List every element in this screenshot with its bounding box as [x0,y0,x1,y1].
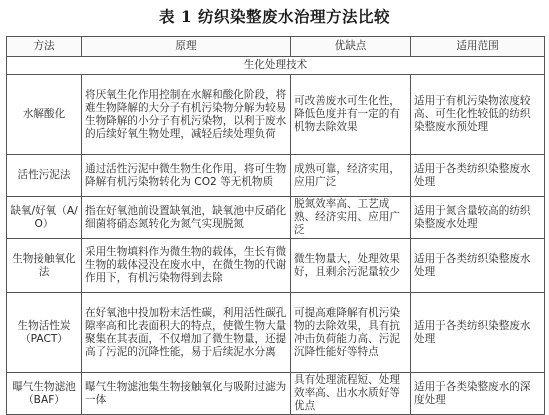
section-row [7,57,545,75]
header-pros-cons: 优缺点 [291,37,411,57]
scope-cell: 适用于有机污染物浓度较高、可生化性较低的纺织染整废水预处理 [411,75,545,155]
principle-cell: 在好氧池中投加粉末活性碳，利用活性碳孔隙率高和比表面积大的特点，使微生物大量聚集在其表面，不仅增加了微生物量，还提高了污泥的沉降性能，易于后续泥水分离 [82,293,291,373]
comparison-table [6,36,545,415]
table-row [7,293,545,373]
principle-cell: 通过活性污泥中微生物生化作用，将可生物降解有机污染物转化为 CO2 等无机物质 [82,155,291,197]
method-cell: 生物活性炭（PACT） [7,293,82,373]
table-row [7,239,545,293]
section-label: 生化处理技术 [7,57,545,75]
scope-cell: 适用于各类纺织染整废水处理 [411,155,545,197]
header-scope: 适用范围 [411,37,545,57]
scope-cell: 适用于各类纺织染整废水处理 [411,293,545,373]
table-row [7,75,545,155]
method-cell: 活性污泥法 [7,155,82,197]
scope-cell: 适用于各类染整废水的深度处理 [411,373,545,415]
method-cell: 生物接触氧化法 [7,239,82,293]
table-row [7,373,545,415]
scope-cell: 适用于氮含量较高的纺织染整废水处理 [411,197,545,239]
pros-cons-cell: 可提高难降解有机污染物的去除效果，具有抗冲击负荷能力高、污泥沉降性能好等特点 [291,293,411,373]
principle-cell: 采用生物填料作为微生物的载体，生长有微生物的载体浸没在废水中，在微生物的代谢作用下，有机污染物得到去除 [82,239,291,293]
table-row [7,197,545,239]
method-cell: 曝气生物滤池（BAF） [7,373,82,415]
header-method: 方法 [7,37,82,57]
pros-cons-cell: 脱氮效率高、工艺成熟、经济实用、应用广泛 [291,197,411,239]
principle-cell: 将厌氧生化作用控制在水解和酸化阶段，将难生物降解的大分子有机污染物分解为较易生物降解的小分子有机污染物，以利于废水的后续好氧生物处理，减轻后续处理负荷 [82,75,291,155]
principle-cell: 曝气生物滤池集生物接触氧化与吸附过滤为一体 [82,373,291,415]
method-cell: 水解酸化 [7,75,82,155]
pros-cons-cell: 具有处理流程短、处理效率高、出水水质好等优点 [291,373,411,415]
pros-cons-cell: 可改善废水可生化性，降低色度并有一定的有机物去除效果 [291,75,411,155]
pros-cons-cell: 成熟可靠，经济实用，应用广泛 [291,155,411,197]
table-title: 表 1 纺织染整废水治理方法比较 [158,7,391,26]
scope-cell: 适用于各类纺织染整废水处理 [411,239,545,293]
principle-cell: 指在好氧池前设置缺氧池，缺氧池中反硝化细菌将硝态氮转化为氮气实现脱氮 [82,197,291,239]
header-row [7,37,545,57]
header-principle: 原理 [82,37,291,57]
table-row [7,155,545,197]
pros-cons-cell: 微生物量大，处理效果好，且剩余污泥量较少 [291,239,411,293]
method-cell: 缺氧/好氧（A/O） [7,197,82,239]
